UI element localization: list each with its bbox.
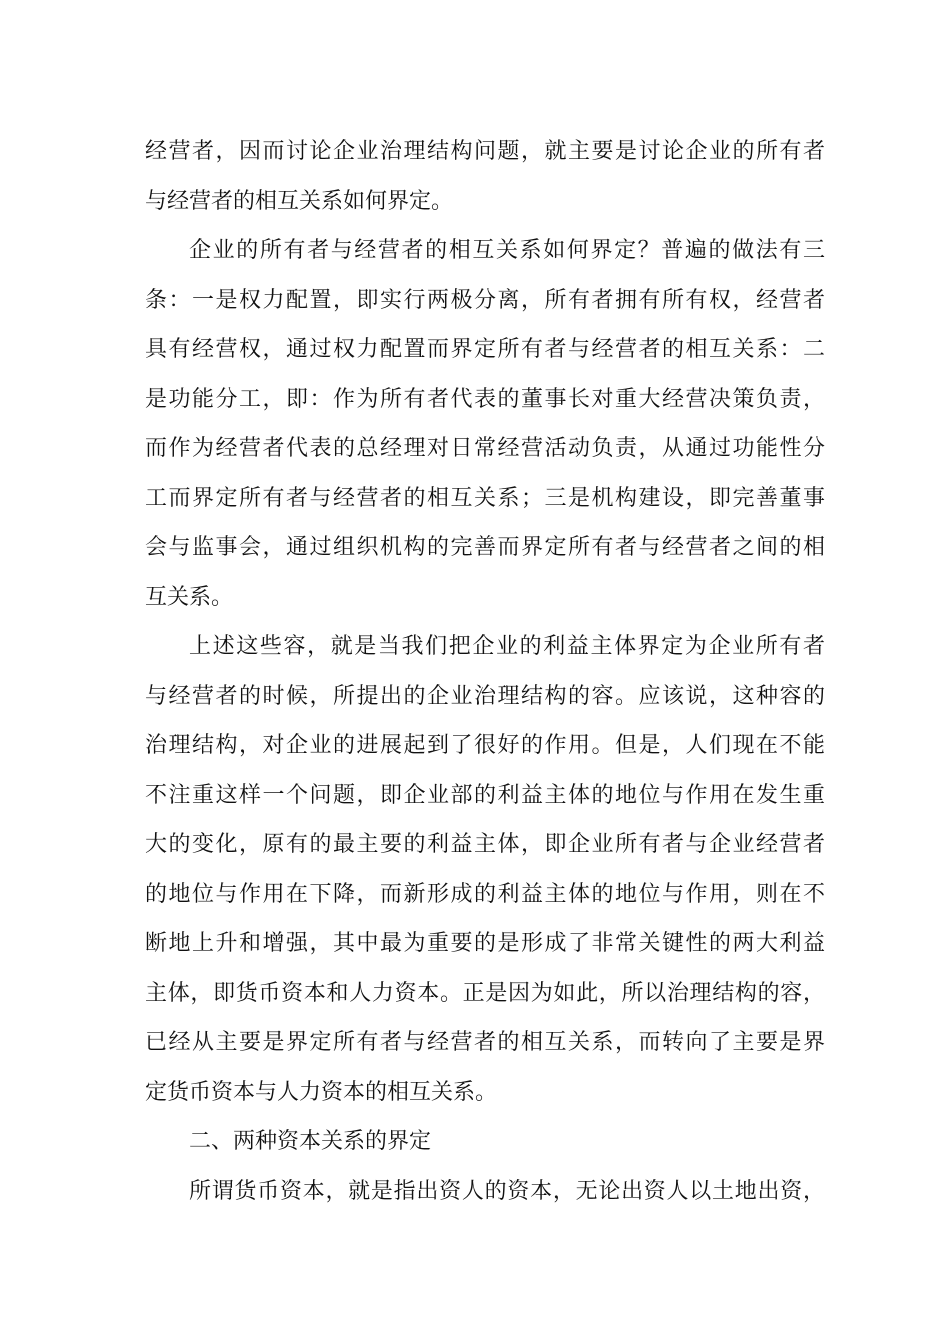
text-line: 工而界定所有者与经营者的相互关系；三是机构建设，即完善董事 [145, 485, 825, 511]
text-line: 与经营者的时候，所提出的企业治理结构的容。应该说，这种容的 [145, 683, 825, 709]
text-line: 会与监事会，通过组织机构的完善而界定所有者与经营者之间的相 [145, 535, 825, 560]
paragraph-first-line: 上述这些容，就是当我们把企业的利益主体界定为企业所有者 [189, 634, 825, 659]
text-line: 主体，即货币资本和人力资本。正是因为如此，所以治理结构的容， [145, 980, 825, 1006]
paragraph-first-line: 企业的所有者与经营者的相互关系如何界定？普遍的做法有三 [189, 238, 825, 263]
paragraph-first-line: 所谓货币资本，就是指出资人的资本，无论出资人以土地出资， [189, 1178, 825, 1204]
text-line: 的地位与作用在下降，而新形成的利益主体的地位与作用，则在不 [145, 881, 825, 907]
text-line: 条：一是权力配置，即实行两极分离，所有者拥有所有权，经营者 [145, 287, 825, 313]
text-line: 而作为经营者代表的总经理对日常经营活动负责，从通过功能性分 [145, 436, 825, 461]
text-line: 是功能分工，即：作为所有者代表的董事长对重大经营决策负责， [145, 386, 825, 412]
body-text [145, 127, 825, 1216]
text-line: 定货币资本与人力资本的相互关系。 [145, 1079, 498, 1105]
text-line: 大的变化，原有的最主要的利益主体，即企业所有者与企业经营者 [145, 832, 825, 857]
text-line: 断地上升和增强，其中最为重要的是形成了非常关键性的两大利益 [145, 931, 825, 956]
text-line: 具有经营权，通过权力配置而界定所有者与经营者的相互关系：二 [145, 337, 825, 362]
text-line: 经营者，因而讨论企业治理结构问题，就主要是讨论企业的所有者 [145, 139, 825, 164]
text-line: 与经营者的相互关系如何界定。 [145, 188, 454, 214]
text-line: 不注重这样一个问题，即企业部的利益主体的地位与作用在发生重 [145, 782, 825, 808]
text-line: 互关系。 [145, 584, 234, 610]
section-heading: 二、两种资本关系的界定 [189, 1129, 432, 1154]
text-line: 已经从主要是界定所有者与经营者的相互关系，而转向了主要是界 [145, 1030, 825, 1055]
text-line: 治理结构，对企业的进展起到了很好的作用。但是，人们现在不能 [145, 733, 825, 758]
